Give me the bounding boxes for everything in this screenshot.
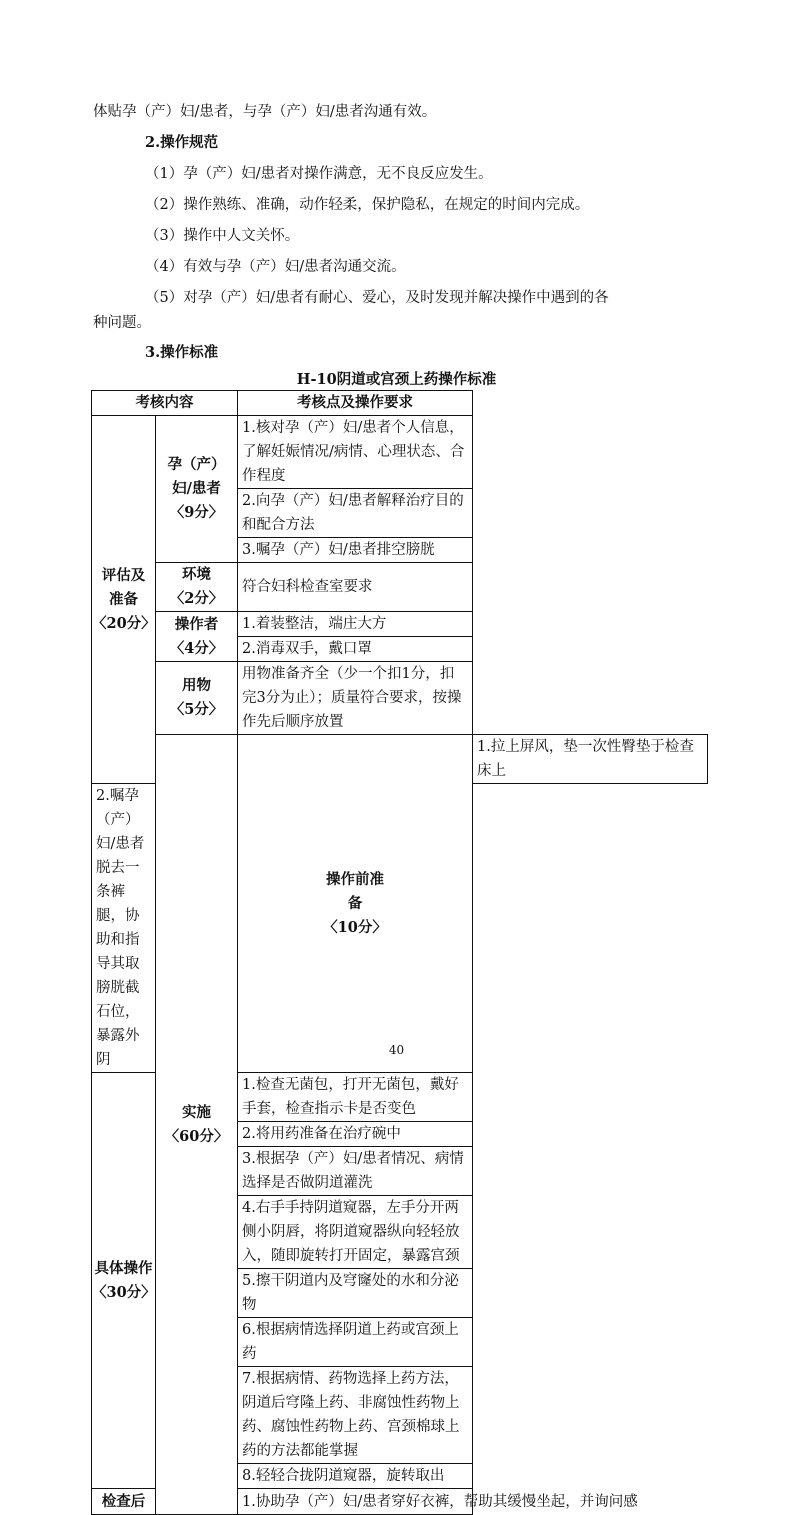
list-item: （4）有效与孕（产）妇/患者沟通交流。 [145,259,406,275]
paragraph: 体贴孕（产）妇/患者，与孕（产）妇/患者沟通有效。 [93,104,437,120]
requirement-cell: 1.核对孕（产）妇/患者个人信息，了解妊娠情况/病情、心理状态、合作程度 [238,416,473,489]
label-line: 孕（产） [167,456,226,473]
requirement-cell: 5.擦干阴道内及穹窿处的水和分泌物 [238,1269,473,1318]
label-line: 实施 [182,1103,211,1121]
label-line: 备 [347,894,363,912]
requirement-cell: 8.轻轻合拢阴道窥器，旋转取出 [238,1464,473,1489]
label-line: 〈4分〉 [169,639,224,657]
page-number: 40 [388,1043,405,1057]
requirement-cell: 3.根据孕（产）妇/患者情况、病情选择是否做阴道灌洗 [238,1147,473,1196]
label-line: 〈20分〉 [92,614,156,632]
table-header [92,391,708,416]
label-line: 环境 [182,566,211,583]
requirement-cell: 符合妇科检查室要求 [238,563,473,612]
requirement-cell: 2.嘱孕（产）妇/患者脱去一条裤腿，协助和指导其取膀胱截石位，暴露外阴 [92,784,156,1073]
label-line: 〈60分〉 [164,1127,229,1145]
requirement-cell: 用物准备齐全（少一个扣1分，扣完3分为止）；质量符合要求，按操作先后顺序放置 [238,662,473,735]
requirement-cell: 1.拉上屏风，垫一次性臀垫于检查床上 [473,735,708,784]
list-item: （5）对孕（产）妇/患者有耐心、爱心，及时发现并解决操作中遇到的各 [145,290,609,306]
requirement-cell: 2.将用药准备在治疗碗中 [238,1122,473,1147]
label-line: 用物 [182,677,211,694]
label-line: 操作前准 [326,870,384,888]
label-line: 评估及 [101,566,146,584]
label-line: 妇/患者 [172,480,221,497]
label-line: 〈9分〉 [169,504,224,521]
requirement-cell: 2.消毒双手，戴口罩 [238,637,473,662]
group-label [156,416,238,563]
requirement-cell: 7.根据病情、药物选择上药方法，阴道后穹隆上药、非腐蚀性药物上药、腐蚀性药物上药、宫颈棉球上药的方法都能掌握 [238,1367,473,1464]
list-item: （1）孕（产）妇/患者对操作满意，无不良反应发生。 [145,166,493,182]
group-label: 检查后 [92,1489,156,1515]
requirement-cell: 1.检查无菌包，打开无菌包，戴好手套，检查指示卡是否变色 [238,1073,473,1122]
section-heading: 3.操作标准 [145,344,219,361]
requirement-cell: 1.协助孕（产）妇/患者穿好衣裤，帮助其缓慢坐起，并询问感 [238,1489,473,1515]
group-label [156,563,238,612]
label-line: 操作者 [174,615,219,633]
group-label [156,662,238,735]
section-heading: 2.操作规范 [145,134,219,151]
header-cell: 考核内容 [92,391,238,416]
group-label [92,1073,156,1489]
header-cell: 考核点及操作要求 [238,391,473,416]
section-label [156,735,238,1515]
label-line: 〈5分〉 [169,701,224,718]
requirement-cell: 1.着装整洁，端庄大方 [238,612,473,637]
label-line: 〈30分〉 [92,1283,156,1301]
requirement-cell: 2.向孕（产）妇/患者解释治疗目的和配合方法 [238,489,473,538]
list-item: 种问题。 [93,315,151,331]
label-line: 〈2分〉 [169,590,224,607]
standards-table [91,390,708,1515]
list-item: （3）操作中人文关怀。 [145,228,300,244]
group-label [156,612,238,662]
requirement-cell: 6.根据病情选择阴道上药或宫颈上药 [238,1318,473,1367]
label-line: 〈10分〉 [323,918,387,936]
table-title: H-10阴道或宫颈上药操作标准 [296,371,497,388]
section-label [92,416,156,784]
list-item: （2）操作熟练、准确，动作轻柔，保护隐私，在规定的时间内完成。 [145,197,590,213]
label-line: 具体操作 [94,1259,153,1277]
requirement-cell: 3.嘱孕（产）妇/患者排空膀胱 [238,538,473,563]
requirement-cell: 4.右手手持阴道窥器，左手分开两侧小阴唇，将阴道窥器纵向轻轻放入，随即旋转打开固定，暴露宫颈 [238,1196,473,1269]
label-line: 准备 [109,590,138,608]
group-label [238,735,473,1073]
